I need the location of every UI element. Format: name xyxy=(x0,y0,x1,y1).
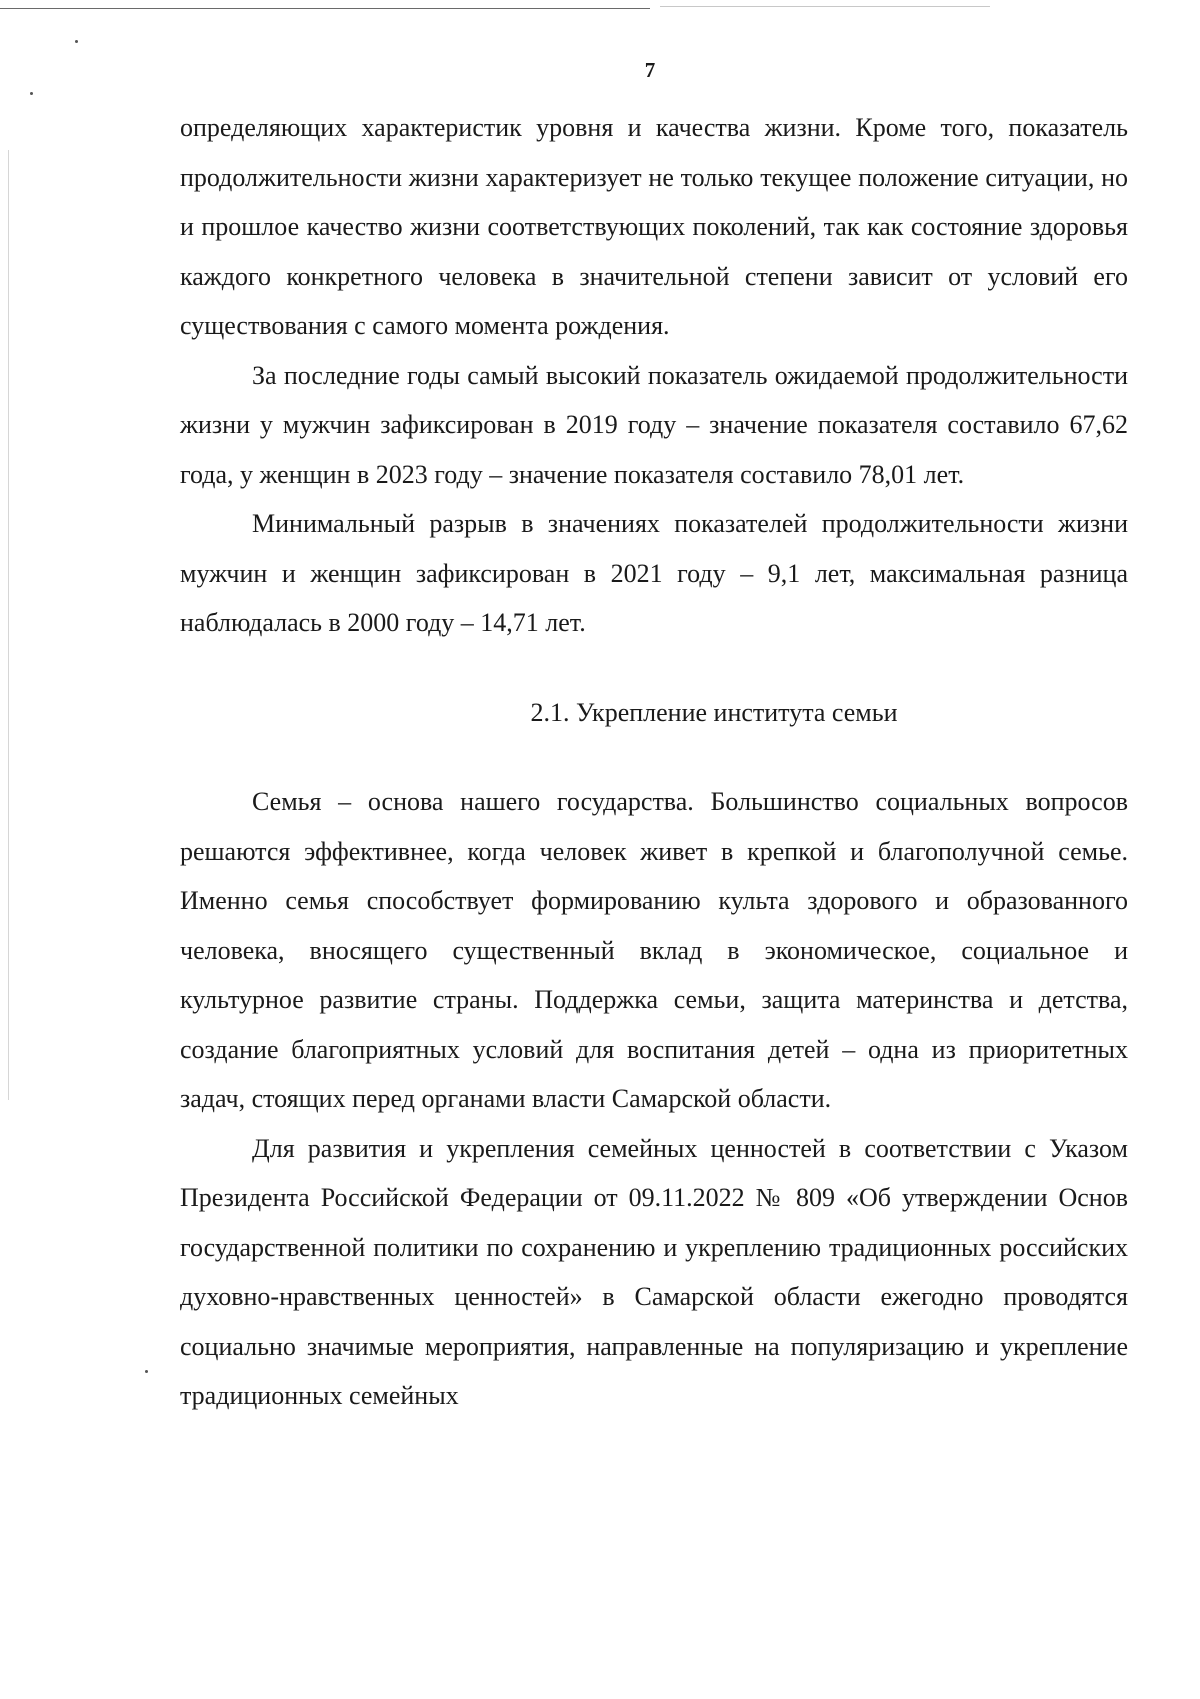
paragraph-life-expectancy: За последние годы самый высокий показатель ожидаемой продолжительности жизни у мужчин зафиксирован в 2019 году – значение показателя составило 67,62 года, у женщин в 2023 году – значение показателя составило 78,01 лет. xyxy=(180,360,1128,489)
scan-edge-line xyxy=(8,150,9,1100)
paragraph-gender-gap: Минимальный разрыв в значениях показателей продолжительности жизни мужчин и женщин зафиксирован в 2021 году – 9,1 лет, максимальная разница наблюдалась в 2000 году – 14,71 лет. xyxy=(180,509,1128,637)
page-number: 7 xyxy=(644,58,656,82)
scan-speck xyxy=(30,92,33,95)
document-body xyxy=(180,103,1128,1421)
scan-border-line xyxy=(0,8,650,9)
paragraph-family-values: Для развития и укрепления семейных ценностей в соответствии с Указом Президента Российской Федерации от 09.11.2022 № 809 «Об утверждении Основ государственной политики по сохранению и укреплению традиционных российских духовно-нравственных ценностей» в Самарской области ежегодно проводятся социально значимые мероприятия, направленные на популяризацию и укрепление традиционных семейных xyxy=(180,1133,1128,1410)
section-heading: 2.1. Укрепление института семьи xyxy=(530,697,898,727)
paragraph-family: Семья – основа нашего государства. Большинство социальных вопросов решаются эффективнее, когда человек живет в крепкой и благополучной семье. Именно семья способствует формированию культа здорового и образованного человека, вносящего существенный вклад в экономическое, социальное и культурное развитие страны. Поддержка семьи, защита материнства и детства, создание благоприятных условий для воспитания детей – одна из приоритетных задач, стоящих перед органами власти Самарской области. xyxy=(180,787,1128,1113)
paragraph-continuation: определяющих характеристик уровня и качества жизни. Кроме того, показатель продолжительности жизни характеризует не только текущее положение ситуации, но и прошлое качество жизни соответствующих поколений, так как состояние здоровья каждого конкретного человека в значительной степени зависит от условий его существования с самого момента рождения. xyxy=(180,113,1128,340)
scan-speck xyxy=(75,40,78,43)
scan-speck xyxy=(145,1370,148,1373)
scan-border-line xyxy=(660,6,990,7)
